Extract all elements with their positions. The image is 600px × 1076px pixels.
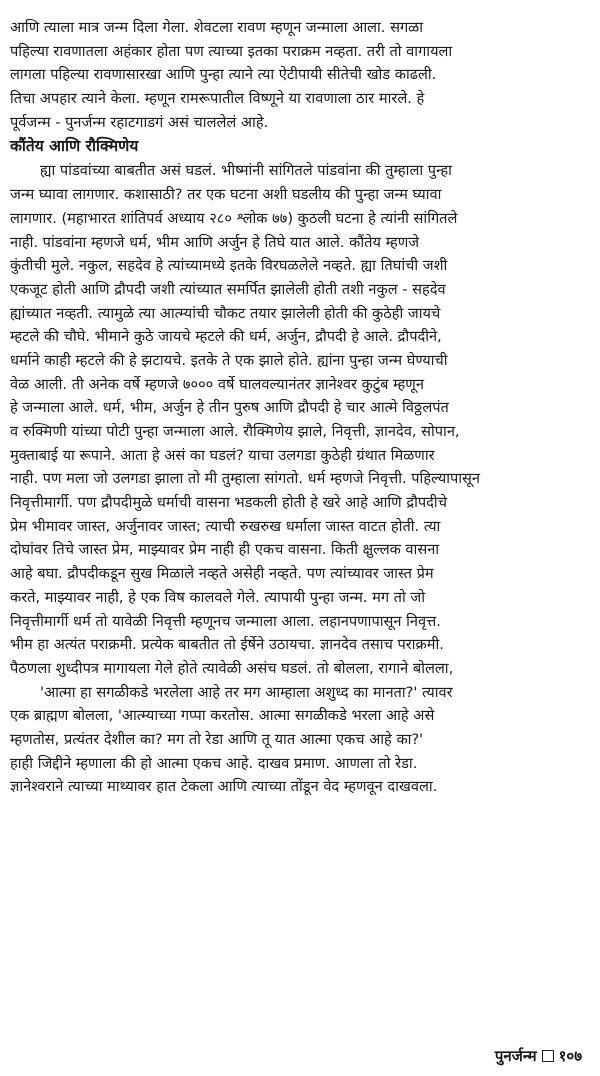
text-line: आहे बघा. द्रौपदीकडून सुख मिळाले नव्हते असेही नव्हते. पण त्यांच्यावर जास्त प्रेम <box>10 565 434 583</box>
page-number: १०७ <box>558 1047 582 1065</box>
paragraph-1 <box>10 16 588 134</box>
text-line: जन्म घ्यावा लागणार. कशासाठी? तर एक घटना अशी घडलीय की पुन्हा जन्म घ्यावा <box>10 186 442 204</box>
text-line: ह्या पांडवांच्या बाबतीत असं घडलं. भीष्मांनी सांगितले पांडवांना की तुम्हाला पुन्हा <box>40 162 452 180</box>
text-line: प्रेम भीमावर जास्त, अर्जुनावर जास्त; त्याची रुखरुख धर्माला जास्त वाटत होती. त्या <box>10 517 441 535</box>
section-heading: कौंतेय आणि रौक्मिणेय <box>10 137 139 156</box>
text-line: नाही. पण मला जो उलगडा झाला तो मी तुम्हाला सांगतो. धर्म म्हणजे निवृत्ती. पहिल्यापासून <box>10 470 481 488</box>
text-line: भीम हा अत्यंत पराक्रमी. प्रत्येक बाबतीत तो ईर्षेने उठायचा. ज्ञानदेव तसाच पराक्रमी. <box>10 636 444 654</box>
page-body <box>10 16 588 799</box>
paragraph-2 <box>10 159 588 799</box>
text-line: कुंतीची मुले. नकुल, सहदेव हे त्यांच्यामध्ये इतके विरघळलेले नव्हते. ह्या तिघांची जशी <box>10 257 448 275</box>
text-line: एक ब्राह्मण बोलला, 'आत्म्याच्या गप्पा करतोस. आत्मा सगळीकडे भरला आहे असे <box>10 707 435 725</box>
text-line: निवृत्तीमार्गी धर्म तो यावेळी निवृत्ती म्हणूनच जन्माला आला. लहानपणापासून निवृत्त. <box>10 612 441 630</box>
text-line: ह्यांच्यात नव्हती. त्यामुळे त्या आत्म्यांची चौकट तयार झालेली होती की कुठेही जायचे <box>10 304 441 322</box>
text-line: पूर्वजन्म - पुनर्जन्म रहाटगाडगं असं चाललेलं आहे. <box>10 113 269 131</box>
text-line: धर्माने काही म्हटले की हे झटायचे. इतके ते एक झाले होते. ह्यांना पुन्हा जन्म घेण्याची <box>10 351 448 369</box>
running-title: पुनर्जन्म <box>494 1047 537 1065</box>
text-line: पहिल्या रावणातला अहंकार होता पण त्याच्या इतका पराक्रम नव्हता. तरी तो वागायला <box>10 42 453 60</box>
text-line: तिचा अपहार त्याने केला. म्हणून रामरूपातील विष्णूने या रावणाला ठार मारले. हे <box>10 90 425 108</box>
text-line: म्हटले की चौघे. भीमाने कुठे जायचे म्हटले की धर्म, अर्जुन, द्रौपदी हे आले. द्रौपदीने, <box>10 328 442 346</box>
text-line: करते, माझ्यावर नाही, हे एक विष कालवले गेले. त्यापायी पुन्हा जन्म. मग तो जो <box>10 588 426 606</box>
text-line: एकजूट होती आणि द्रौपदी जशी त्यांच्यात समर्पित झालेली होती तशी नकुल - सहदेव <box>10 280 446 298</box>
text-line: निवृत्तीमार्गी. पण द्रौपदीमुळे धर्माची वासना भडकली होती हे खरे आहे आणि द्रौपदीचे <box>10 494 447 512</box>
separator-box-icon <box>542 1050 554 1062</box>
page-footer <box>495 1046 582 1066</box>
text-line: लागणार. (महाभारत शांतिपर्व अध्याय २८० श्लोक ७७) कुठली घटना हे त्यांनी सांगितले <box>10 209 458 227</box>
text-line: व रुक्मिणी यांच्या पोटी पुन्हा जन्माला आले. रौक्मिणेय झाले, निवृत्ती, ज्ञानदेव, सोपान, <box>10 423 460 440</box>
text-line: मुक्ताबाई या रूपाने. आता हे असं का घडलं? याचा उलगडा कुठेही ग्रंथात मिळणार <box>10 446 435 464</box>
text-line: हाही जिद्दीने म्हणाला की हो आत्मा एकच आहे. दाखव प्रमाण. आणला तो रेडा. <box>10 754 418 772</box>
text-line: आणि त्याला मात्र जन्म दिला गेला. शेवटला रावण म्हणून जन्माला आला. सगळा <box>10 19 424 36</box>
text-line: ज्ञानेश्वराने त्याच्या माथ्यावर हात टेकला आणि त्याच्या तोंडून वेद म्हणवून दाखवला. <box>10 778 438 796</box>
text-line: वेळ आली. ती अनेक वर्षे म्हणजे ७००० वर्षे घालवल्यानंतर ज्ञानेश्वर कुटुंब म्हणून <box>10 375 424 393</box>
text-line: हे जन्माला आले. धर्म, भीम, अर्जुन हे तीन पुरुष आणि द्रौपदी हे चार आत्मे विठ्ठलपंत <box>10 399 449 417</box>
text-line: 'आत्मा हा सगळीकडे भरलेला आहे तर मग आम्हाला अशुध्द का मानता?' त्यावर <box>40 683 453 701</box>
text-line: पैठणला शुध्दीपत्र मागायला गेले होते त्यावेळी असंच घडलं. तो बोलला, रागाने बोलला, <box>10 659 454 677</box>
text-line: म्हणतोस, प्रत्यंतर देशील का? मग तो रेडा आणि तू यात आत्मा एकच आहे का?' <box>10 730 424 748</box>
text-line: नाही. पांडवांना म्हणजे धर्म, भीम आणि अर्जुन हे तिघे यात आले. कौंतेय म्हणजे <box>10 233 420 251</box>
text-line: लागला पहिल्या रावणासारखा आणि पुन्हा त्याने त्या ऐटीपायी सीतेची खोड काढली. <box>10 66 437 84</box>
text-line: दोघांवर तिचे जास्त प्रेम, माझ्यावर प्रेम नाही ही एकच वासना. किती क्षुल्लक वासना <box>10 541 440 559</box>
